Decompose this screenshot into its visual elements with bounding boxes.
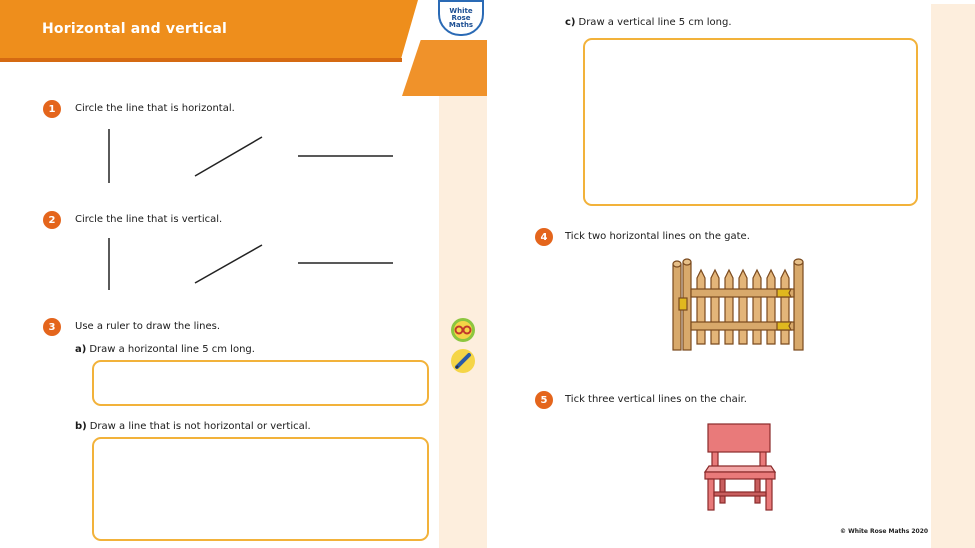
- logo-line: White: [449, 6, 473, 15]
- subpart-label: b): [75, 421, 87, 432]
- question-number-badge: 5: [535, 391, 553, 409]
- question-number-badge: 2: [43, 211, 61, 229]
- question-text: Tick three vertical lines on the chair.: [565, 394, 747, 405]
- chair-leg[interactable]: [720, 479, 725, 503]
- header-underline: [0, 58, 402, 62]
- pencil-icon: [450, 348, 476, 374]
- chair-leg[interactable]: [708, 479, 714, 510]
- subpart-label: a): [75, 344, 87, 355]
- ruler-icon: [450, 317, 476, 343]
- question-2-lines: [100, 234, 400, 294]
- question-number-badge: 3: [43, 318, 61, 336]
- chair-leg[interactable]: [755, 479, 760, 503]
- chair-leg[interactable]: [766, 479, 772, 510]
- diagonal-line-option[interactable]: [195, 245, 262, 283]
- subpart-text: Draw a line that is not horizontal or vertical.: [89, 421, 311, 432]
- worksheet-left-page: [0, 0, 487, 548]
- white-rose-maths-logo: [438, 0, 484, 36]
- answer-box-b[interactable]: [92, 437, 429, 541]
- chair-seat: [705, 472, 775, 479]
- page-title: Horizontal and vertical: [42, 21, 228, 37]
- subpart-label: c): [565, 17, 576, 28]
- question-1-lines: [100, 125, 400, 190]
- subpart-a: [75, 344, 255, 355]
- logo-line: Rose: [451, 13, 471, 22]
- subpart-text: Draw a horizontal line 5 cm long.: [89, 344, 255, 355]
- subpart-b: [75, 421, 311, 432]
- copyright-notice: © White Rose Maths 2020: [840, 528, 929, 535]
- answer-box-c[interactable]: [583, 38, 918, 206]
- header-corner-shape: [402, 40, 487, 96]
- logo-line: Maths: [448, 20, 474, 29]
- chair-back: [708, 424, 770, 452]
- question-number-badge: 4: [535, 228, 553, 246]
- gate-image: [671, 258, 807, 352]
- question-text: Circle the line that is horizontal.: [75, 103, 235, 114]
- worksheet-right-page: [487, 0, 975, 548]
- gate-post[interactable]: [794, 262, 803, 350]
- question-text: Tick two horizontal lines on the gate.: [565, 231, 750, 242]
- question-text: Use a ruler to draw the lines.: [75, 321, 221, 332]
- question-number-badge: 1: [43, 100, 61, 118]
- chair-image: [703, 420, 777, 514]
- diagonal-line-option[interactable]: [195, 137, 262, 176]
- subpart-text: Draw a vertical line 5 cm long.: [578, 17, 732, 28]
- question-text: Circle the line that is vertical.: [75, 214, 223, 225]
- answer-box-a[interactable]: [92, 360, 429, 406]
- subpart-c: [565, 17, 732, 28]
- side-strip: [931, 4, 975, 548]
